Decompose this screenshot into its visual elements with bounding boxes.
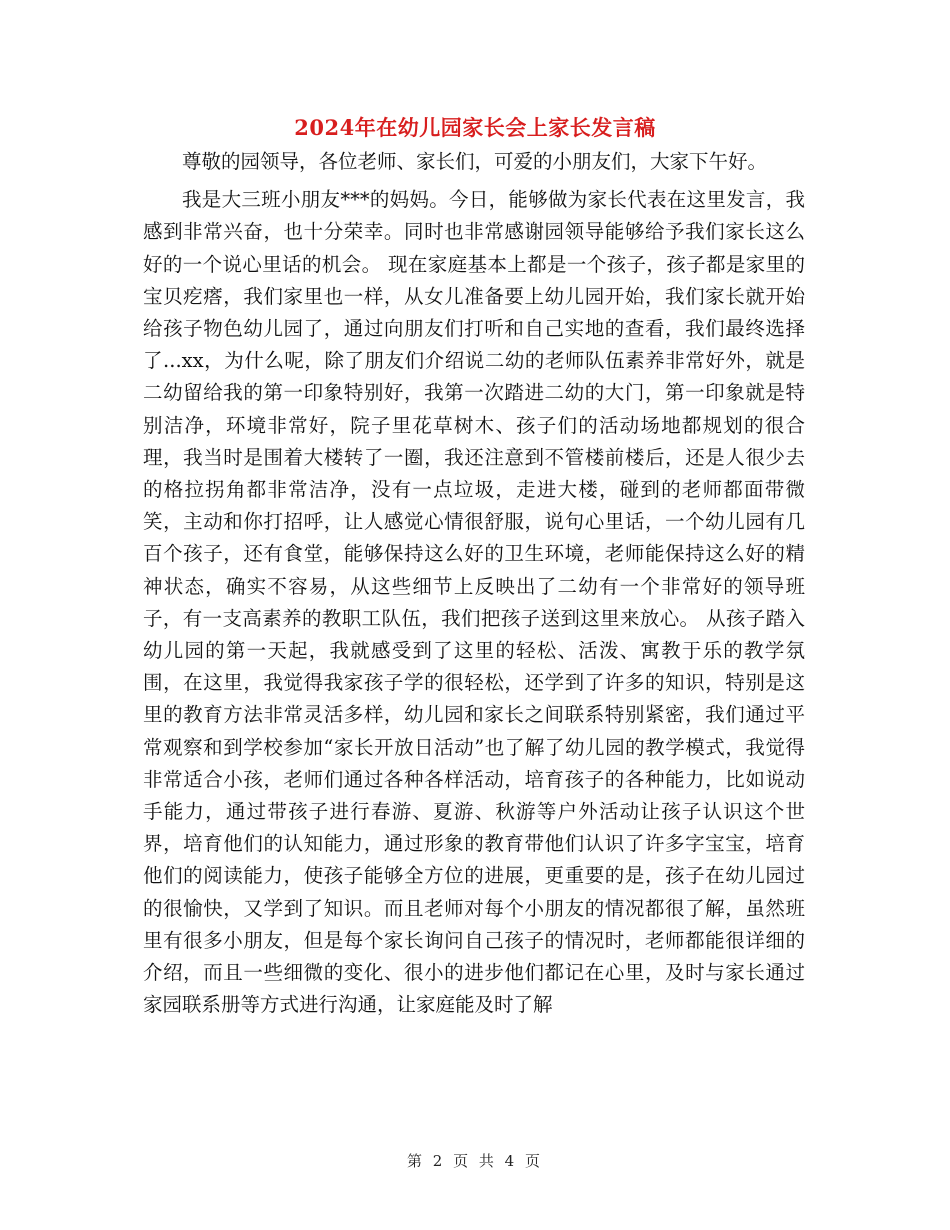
document-body [143, 146, 805, 1021]
paragraph-main: 我是大三班小朋友***的妈妈。今日，能够做为家长代表在这里发言，我感到非常兴奋，也十分荣幸。同时也非常感谢园领导能够给予我们家长这么好的一个说心里话的机会。 现在家庭基本上都是一个孩子，孩子都是家里的宝贝疙瘩，我们家里也一样，从女儿准备要上幼儿园开始，我们家长就开始给孩子物色幼儿园了，通过向朋友们打听和自己实地的查看，我们最终选择了...xx，为什么呢，除了朋友们介绍说二幼的老师队伍素养非常好外，就是二幼留给我的第一印象特别好，我第一次踏进二幼的大门，第一印象就是特别洁净，环境非常好，院子里花草树木、孩子们的活动场地都规划的很合理，我当时是围着大楼转了一圈，我还注意到不管楼前楼后，还是人很少去的格拉拐角都非常洁净，没有一点垃圾，走进大楼，碰到的老师都面带微笑，主动和你打招呼，让人感觉心情很舒服，说句心里话，一个幼儿园有几百个孩子，还有食堂，能够保持这么好的卫生环境，老师能保持这么好的精神状态，确实不容易，从这些细节上反映出了二幼有一个非常好的领导班子，有一支高素养的教职工队伍，我们把孩子送到这里来放心。 从孩子踏入幼儿园的第一天起，我就感受到了这里的轻松、活泼、寓教于乐的教学氛围，在这里，我觉得我家孩子学的很轻松，还学到了许多的知识，特别是这里的教育方法非常灵活多样，幼儿园和家长之间联系特别紧密，我们通过平常观察和到学校参加“家长开放日活动”也了解了幼儿园的教学模式，我觉得非常适合小孩，老师们通过各种各样活动，培育孩子的各种能力，比如说动手能力，通过带孩子进行春游、夏游、秋游等户外活动让孩子认识这个世界，培育他们的认知能力，通过形象的教育带他们认识了许多字宝宝，培育他们的阅读能力，使孩子能够全方位的进展，更重要的是，孩子在幼儿园过的很愉快，又学到了知识。而且老师对每个小朋友的情况都很了解，虽然班里有很多小朋友，但是每个家长询问自己孩子的情况时，老师都能很详细的介绍，而且一些细微的变化、很小的进步他们都记在心里，及时与家长通过家园联系册等方式进行沟通，让家庭能及时了解 [143, 188, 805, 1017]
document-title: 2024年在幼儿园家长会上家长发言稿 [294, 115, 656, 140]
page-number-footer: 第 2 页 共 4 页 [407, 1152, 543, 1170]
paragraph-greeting: 尊敬的园领导，各位老师、家长们，可爱的小朋友们，大家下午好。 [182, 150, 768, 173]
